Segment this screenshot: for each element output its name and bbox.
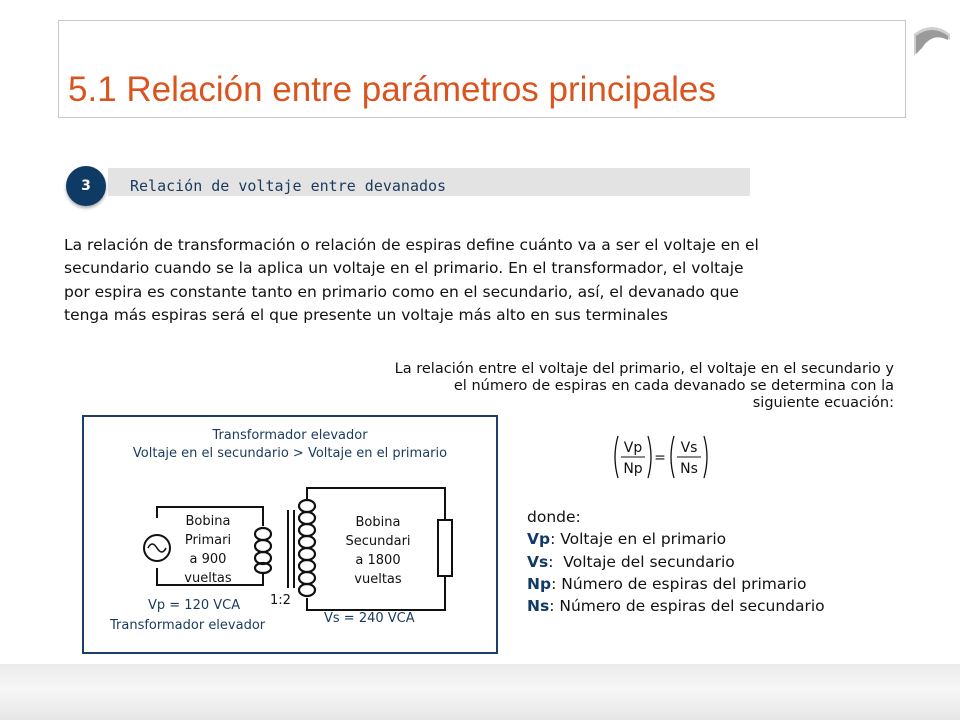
intro-line: tenga más espiras será el que presente un voltaje más alto en sus terminales	[64, 305, 668, 324]
definition-item: Ns: Número de espiras del secundario	[527, 597, 825, 616]
page-title: 5.1 Relación entre parámetros principales	[68, 70, 716, 109]
iron-core-icon	[288, 510, 294, 588]
definition-item: Np: Número de espiras del primario	[527, 574, 807, 593]
equation-intro-line: La relación entre el voltaje del primario, el voltaje en el secundario y	[394, 361, 894, 377]
diagram-subtitle: Voltaje en el secundario > Voltaje en el primario	[132, 446, 448, 461]
definitions-list	[527, 506, 825, 617]
turns-ratio-label: 1:2	[270, 593, 291, 608]
voltage-ratio-formula	[612, 432, 712, 482]
primary-coil-label: Bobina Primari a 900 vueltas	[184, 514, 232, 586]
section-title: Relación de voltaje entre devanados	[130, 177, 447, 195]
formula-ns: Ns	[680, 461, 698, 477]
secondary-coil-label: Bobina Secundari a 1800 vueltas	[345, 515, 411, 587]
secondary-coil-icon	[299, 500, 315, 596]
section-number-badge: 3	[66, 166, 106, 206]
formula-vs: Vs	[680, 440, 698, 456]
equation-intro-line: el número de espiras en cada devanado se determina con la	[453, 378, 894, 394]
secondary-voltage-label: Vs = 240 VCA	[324, 611, 415, 626]
formula-vp: Vp	[623, 440, 643, 456]
formula-np: Np	[623, 461, 643, 477]
definition-item: Vp: Voltaje en el primario	[527, 530, 727, 549]
diagram-title: Transformador elevador	[212, 428, 368, 443]
footer-band	[0, 664, 960, 720]
primary-coil-icon	[255, 528, 271, 573]
intro-line: secundario cuando se la aplica un voltaje en el primario. En el transformador, el voltaje	[64, 259, 744, 278]
intro-line: La relación de transformación o relación de espiras define cuánto va a ser el voltaje en el	[64, 236, 759, 254]
load-resistor-icon	[438, 520, 452, 576]
definition-item: Vs: Voltaje del secundario	[527, 552, 735, 571]
primary-voltage-label: Vp = 120 VCA	[148, 598, 241, 613]
ac-source-icon	[144, 535, 170, 561]
intro-line: por espira es constante tanto en primario como en el secundario, así, el devanado que	[64, 282, 739, 301]
definitions-heading: donde:	[527, 508, 581, 526]
formula-equals: =	[654, 450, 666, 466]
diagram-caption: Transformador elevador	[110, 618, 266, 633]
equation-intro-line: siguiente ecuación:	[752, 395, 894, 411]
